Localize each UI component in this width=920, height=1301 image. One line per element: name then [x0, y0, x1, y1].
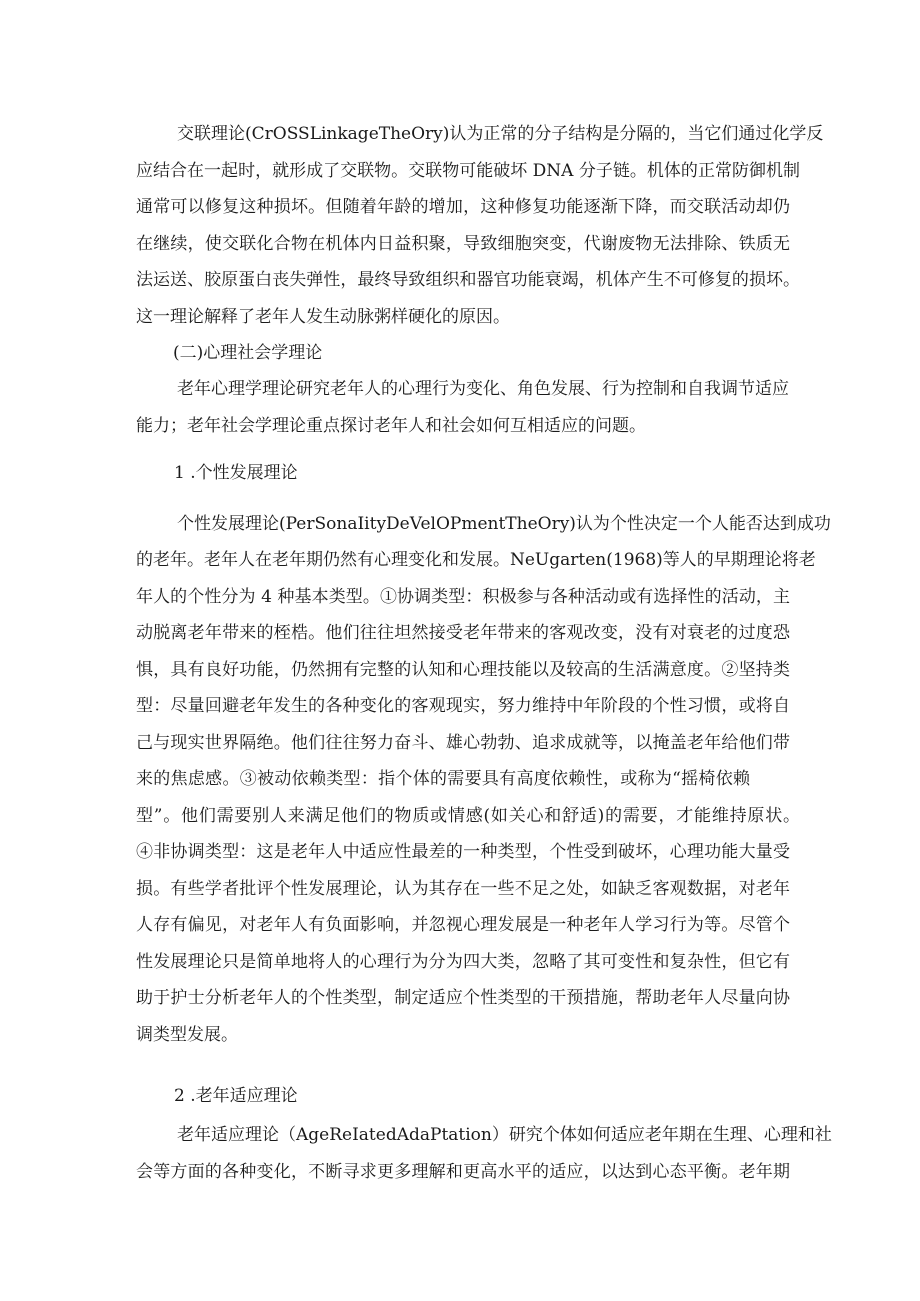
- text-line: 交联理论(CrOSSLinkageTheOry)认为正常的分子结构是分隔的，当它们通过化学反: [177, 124, 824, 144]
- text-line: 在继续，使交联化合物在机体内日益积聚，导致细胞突变，代谢废物无法排除、铁质无: [136, 234, 790, 254]
- text-line: 型：尽量回避老年发生的各种变化的客观现实，努力维持中年阶段的个性习惯，或将自: [136, 696, 790, 716]
- text-line: 老年适应理论（AgeReIatedAdaPtation）研究个体如何适应老年期在生理、心理和社: [177, 1125, 832, 1145]
- subsection-heading: 1 .个性发展理论: [174, 463, 298, 483]
- text-line: 调类型发展。: [136, 1025, 238, 1045]
- text-line: 的老年。老年人在老年期仍然有心理变化和发展。NeUgarten(1968)等人的早期理论将老: [136, 550, 816, 570]
- subsection-heading: 2 .老年适应理论: [174, 1086, 298, 1106]
- text-line: 这一理论解释了老年人发生动脉粥样硬化的原因。: [136, 307, 510, 327]
- text-line: 动脱离老年带来的桎梏。他们往往坦然接受老年带来的客观改变，没有对衰老的过度恐: [136, 623, 790, 643]
- text-line: ④非协调类型：这是老年人中适应性最差的一种类型，个性受到破坏，心理功能大量受: [136, 842, 790, 862]
- text-line: 年人的个性分为 4 种基本类型。①协调类型：积极参与各种活动或有选择性的活动，主: [136, 587, 790, 607]
- text-line: 己与现实世界隔绝。他们往往努力奋斗、雄心勃勃、追求成就等，以掩盖老年给他们带: [136, 733, 790, 753]
- text-line: 型”。他们需要别人来满足他们的物质或情感(如关心和舒适)的需要，才能维持原状。: [136, 806, 800, 826]
- text-line: 个性发展理论(PerSonaIityDeVelOPmentTheOry)认为个性决定一个人能否达到成功: [177, 514, 831, 534]
- text-line: 损。有些学者批评个性发展理论，认为其存在一些不足之处，如缺乏客观数据，对老年: [136, 879, 790, 899]
- text-line: 性发展理论只是简单地将人的心理行为分为四大类，忽略了其可变性和复杂性，但它有: [136, 952, 790, 972]
- text-line: 会等方面的各种变化，不断寻求更多理解和更高水平的适应，以达到心态平衡。老年期: [136, 1162, 790, 1182]
- text-line: 助于护士分析老年人的个性类型，制定适应个性类型的干预措施，帮助老年人尽量向协: [136, 988, 790, 1008]
- text-line: 能力；老年社会学理论重点探讨老年人和社会如何互相适应的问题。: [136, 416, 646, 436]
- text-line: 通常可以修复这种损坏。但随着年龄的增加，这种修复功能逐渐下降，而交联活动却仍: [136, 197, 790, 217]
- text-line: 人存有偏见，对老年人有负面影响，并忽视心理发展是一种老年人学习行为等。尽管个: [136, 915, 790, 935]
- text-line: 应结合在一起时，就形成了交联物。交联物可能破坏 DNA 分子链。机体的正常防御机制: [136, 161, 800, 181]
- text-line: 老年心理学理论研究老年人的心理行为变化、角色发展、行为控制和自我调节适应: [177, 379, 789, 399]
- text-line: 法运送、胶原蛋白丧失弹性，最终导致组织和器官功能衰竭，机体产生不可修复的损坏。: [136, 270, 800, 290]
- text-line: 来的焦虑感。③被动依赖类型：指个体的需要具有高度依赖性，或称为“摇椅依赖: [136, 769, 750, 789]
- section-heading: (二)心理社会学理论: [173, 343, 323, 363]
- text-line: 惧，具有良好功能，仍然拥有完整的认知和心理技能以及较高的生活满意度。②坚持类: [136, 660, 790, 680]
